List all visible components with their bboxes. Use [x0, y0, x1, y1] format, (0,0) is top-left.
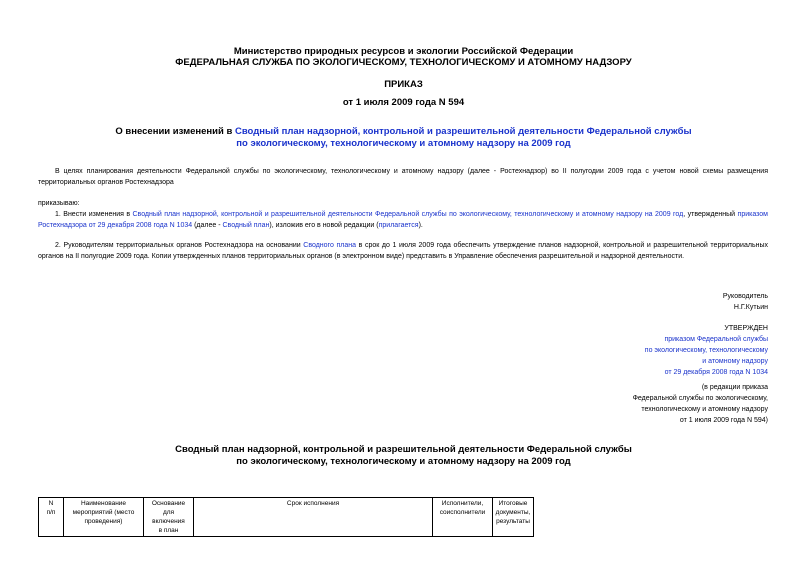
item-1-after-short: ), изложив его в новой редакции (	[269, 222, 379, 229]
doc-title-prefix: О внесении изменений в	[115, 126, 235, 137]
item-1-paragraph	[38, 209, 768, 231]
doc-type: ПРИКАЗ	[384, 79, 423, 90]
item-1-prefix: 1. Внести изменения в	[55, 211, 133, 218]
approval-link-line-3[interactable]: и атомному надзору	[702, 358, 768, 365]
item-2-rest: в срок до 1 июля 2009 года обеспечить утверждение планов надзорной, контрольной и разрешительной территориальных органов на II полугодие 2009 года. Копии утвержденных планов территориальных органов (в электронном виде) представить в Управление обеспечения разрешительной и надзорной деятельности.	[38, 242, 768, 260]
column-header-executors-line-1: Исполнители,	[441, 500, 484, 507]
plan-title-link-line-2[interactable]: по экологическому, технологическому и атомному надзору на 2009 год	[236, 138, 571, 149]
column-header-name-line-1: Наименование	[80, 500, 127, 507]
column-header-results	[493, 498, 534, 537]
column-header-executors	[433, 498, 493, 537]
column-header-number-line-1: N	[48, 500, 54, 507]
signature-block	[468, 291, 768, 313]
column-header-results-line-2: документы,	[495, 509, 531, 516]
plan-table	[38, 497, 534, 537]
column-header-basis	[144, 498, 194, 537]
plan-title-line-2: по экологическому, технологическому и атомному надзору на 2009 год	[236, 456, 571, 467]
column-header-basis-line-3: в план	[158, 527, 179, 534]
approval-link-line-1[interactable]: приказом Федеральной службы	[664, 336, 768, 343]
revision-line-1: (в редакции приказа	[701, 384, 768, 391]
column-header-results-line-3: результаты	[496, 518, 530, 525]
column-header-number-line-2: п/п	[46, 509, 56, 516]
column-header-number	[39, 498, 64, 537]
revision-line-2: Федеральной службы по экологическому,	[632, 395, 768, 402]
signature-position: Руководитель	[722, 293, 768, 300]
item-1-short-link[interactable]: Сводный план	[222, 222, 270, 229]
plan-table-header-row	[39, 498, 534, 537]
revision-block	[468, 382, 768, 426]
approval-link-line-4[interactable]: от 29 декабря 2008 года N 1034	[664, 369, 768, 376]
service-name: ФЕДЕРАЛЬНАЯ СЛУЖБА ПО ЭКОЛОГИЧЕСКОМУ, ТЕХНОЛОГИЧЕСКОМУ И АТОМНОМУ НАДЗОРУ	[175, 57, 632, 68]
item-1-middle: , утвержденный	[683, 211, 738, 218]
column-header-basis-line-2: для включения	[152, 509, 185, 525]
plan-title-link[interactable]: Сводный план надзорной, контрольной и разрешительной деятельности Федеральной службы	[234, 126, 692, 137]
order-word: приказываю:	[38, 200, 80, 207]
signature-name: Н.Г.Кутьин	[733, 304, 768, 311]
item-2-plan-link[interactable]: Сводного плана	[303, 242, 356, 249]
item-1-after-order: (далее -	[192, 222, 223, 229]
ministry-name: Министерство природных ресурсов и экологии Российской Федерации	[233, 46, 574, 57]
column-header-term-label: Срок исполнения	[286, 500, 340, 507]
approval-word: УТВЕРЖДЕН	[724, 325, 768, 332]
plan-title-line-1: Сводный план надзорной, контрольной и разрешительной деятельности Федеральной службы	[175, 444, 632, 455]
column-header-basis-line-1: Основание	[151, 500, 186, 507]
revision-line-4: от 1 июля 2009 года N 594)	[679, 417, 768, 424]
approval-block	[468, 323, 768, 378]
column-header-name-line-3: проведения)	[84, 518, 123, 525]
doc-title-line-1	[0, 126, 807, 138]
doc-date-number: от 1 июля 2009 года N 594	[342, 97, 465, 108]
item-1-end: ).	[418, 222, 423, 229]
item-2-prefix: 2. Руководителям территориальных органов Ростехнадзора на основании	[55, 242, 304, 249]
item-1-attached-link[interactable]: прилагается	[378, 222, 419, 229]
revision-line-3: технологическому и атомному надзору	[641, 406, 768, 413]
item-2-paragraph	[38, 240, 768, 262]
column-header-name-line-2: мероприятий (место	[72, 509, 135, 516]
column-header-executors-line-2: соисполнители	[439, 509, 486, 516]
column-header-results-line-1: Итоговые	[498, 500, 528, 507]
approval-link-line-2[interactable]: по экологическому, технологическому	[644, 347, 768, 354]
column-header-name	[64, 498, 144, 537]
item-1-order-link[interactable]: приказом Ростехнадзора от 29 декабря 2008 года N 1034	[38, 211, 768, 229]
item-1-plan-link[interactable]: Сводный план надзорной, контрольной и разрешительной деятельности Федеральной службы по экологическому, технологическому и атомному надзору на 2009 год	[132, 211, 684, 218]
column-header-term	[194, 498, 433, 537]
intro-paragraph: В целях планирования деятельности Федеральной службы по экологическому, технологическому и атомному надзору (далее - Ростехнадзор) во II полугодии 2009 года с учетом новой схемы размещения территориальных органов Ростехнадзора	[38, 168, 768, 186]
